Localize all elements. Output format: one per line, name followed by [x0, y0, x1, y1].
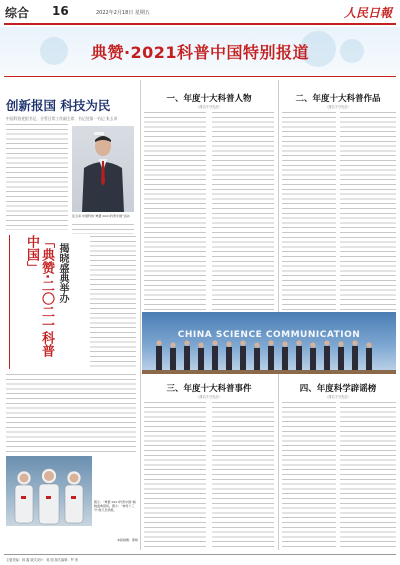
page-footer: 主版责编：林 鑫 版式设计：蒋 蔚 版式编辑：罗 茜 — [6, 558, 79, 562]
photo-credit: 本版制图：郭婷 — [116, 538, 138, 542]
feature-title-box — [9, 235, 89, 369]
section-4-body — [340, 402, 396, 550]
lead-article-byline: 中国科协党组书记、分管日常工作副主席、书记处第一书记 张玉卓 — [6, 116, 118, 121]
astronauts-figure-icon — [6, 456, 92, 526]
portrait-caption: 张玉卓 中国科协“典赞·2021科普中国”活动 — [72, 214, 130, 218]
lead-article-title: 创新报国 科技为民 — [6, 98, 111, 113]
stage-people-icon — [142, 312, 396, 374]
section-3-body — [212, 402, 274, 550]
page-number: 16 — [52, 4, 69, 18]
bottom-photo-caption: 图①：“典赞·2021科普中国”揭晓盛典现场。图②：“神舟十三号”航天员乘组。 — [94, 500, 136, 512]
section-2-subtitle: （排名不分先后） — [325, 105, 351, 109]
header-rule — [4, 23, 396, 25]
section-name: 综合 — [5, 6, 30, 20]
page-header — [0, 0, 400, 24]
stage-backdrop-text: CHINA SCIENCE COMMUNICATION — [177, 330, 361, 340]
section-1-subtitle: （排名不分先后） — [196, 105, 222, 109]
section-1-body — [144, 112, 206, 310]
portrait-photo — [72, 126, 134, 212]
lead-article-body — [72, 224, 134, 234]
section-3-subtitle: （排名不分先后） — [196, 395, 222, 399]
feature-body — [6, 374, 136, 452]
astronaut-photo — [6, 456, 92, 526]
footer-rule — [4, 554, 396, 555]
section-2-body — [340, 112, 396, 310]
section-2-body — [282, 112, 336, 310]
section-4-title: 四、年度科学辟谣榜 — [299, 384, 377, 394]
newspaper-logo: 人民日報 — [343, 6, 392, 20]
portrait-figure-icon — [72, 126, 134, 212]
column-divider — [278, 380, 279, 550]
page-title: 典赞·2021科普中国特别报道 — [90, 43, 310, 62]
lead-article-body — [6, 124, 68, 230]
section-3-body — [144, 402, 206, 550]
section-3-title: 三、年度十大科普事件 — [166, 384, 252, 394]
feature-vertical-title: 「典赞·二〇二一科普中国」 — [24, 235, 54, 357]
section-1-title: 一、年度十大科普人物 — [166, 94, 252, 104]
column-divider — [140, 80, 141, 550]
feature-vertical-subtitle: 揭晓盛典举办 — [57, 243, 68, 303]
section-2-title: 二、年度十大科普作品 — [295, 94, 381, 104]
feature-body — [90, 236, 136, 370]
section-4-body — [282, 402, 336, 550]
section-1-body — [212, 112, 274, 310]
banner-rule — [4, 76, 396, 77]
issue-date: 2022年2月18日 星期五 — [96, 10, 150, 16]
section-4-subtitle: （排名不分先后） — [325, 395, 351, 399]
stage-photo — [142, 312, 396, 374]
